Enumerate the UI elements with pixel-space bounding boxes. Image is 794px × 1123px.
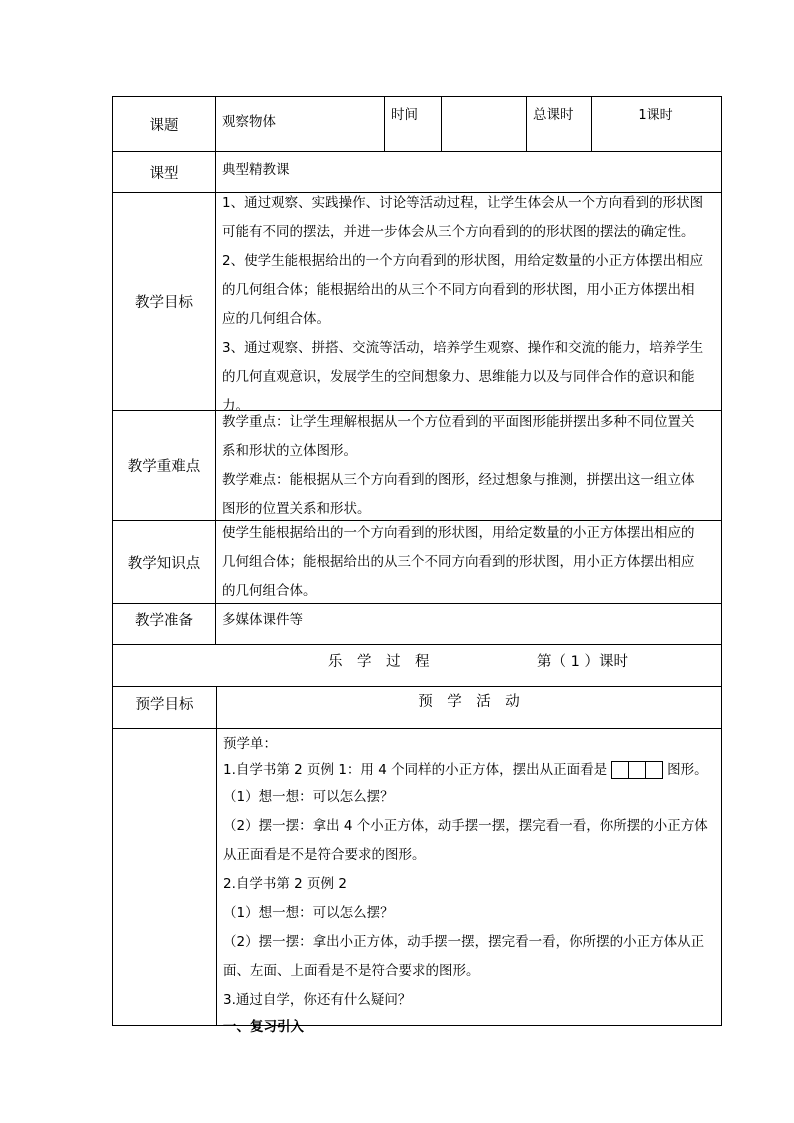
knowledge-row [113, 521, 721, 604]
goals-line: 2、使学生能根据给出的一个方向看到的形状图，用给定数量的小正方体摆出相应 [222, 253, 704, 269]
difficulty-line: 系和形状的立体图形。 [222, 443, 357, 459]
item1-question1: （1）想一想：可以怎么摆？ [223, 789, 394, 805]
goals-line: 1、通过观察、实践操作、讨论等活动过程，让学生体会从一个方向看到的形状图 [222, 195, 704, 211]
item1-text: 1.自学书第 2 页例 1：用 4 个同样的小正方体，摆出从正面看是 [223, 762, 608, 778]
item2-question2b: 面、左面、上面看是不是符合要求的图形。 [223, 963, 480, 979]
preview-content-row [113, 729, 721, 1035]
topic-label: 课题 [113, 97, 216, 151]
preview-header-row [113, 687, 721, 729]
total-value: 1课时 [638, 108, 673, 123]
goals-line: 的几何组合体；能根据给出的从三个不同方向看到的形状图，用小正方体摆出相 [222, 282, 695, 298]
goals-line: 的几何直观意识，发展学生的空间想象力、思维能力以及与同伴合作的意识和能 [222, 369, 695, 385]
difficulty-line: 教学重点：让学生理解根据从一个方位看到的平面图形能拼摆出多种不同位置关 [222, 414, 695, 430]
process-period: 第（ 1 ）课时 [537, 654, 628, 670]
goals-line: 力。 [222, 398, 249, 414]
preview-label: 预学目标 [113, 687, 217, 728]
preview-left-cell [113, 729, 217, 1025]
item1 [223, 757, 713, 783]
difficulty-line: 教学难点：能根据从三个方向看到的图形，经过想象与推测，拼摆出这一组立体 [222, 472, 695, 488]
section-heading: 一、复习引入 [223, 1019, 304, 1035]
difficulty-line: 图形的位置关系和形状。 [222, 501, 371, 517]
item1-suffix: 图形。 [667, 762, 708, 778]
process-header [113, 645, 721, 686]
knowledge-text [216, 519, 721, 603]
item2-question1: （1）想一想：可以怎么摆？ [223, 905, 394, 921]
goals-label: 教学目标 [113, 193, 216, 410]
goals-line: 可能有不同的摆法，并进一步体会从三个方向看到的的形状图的摆法的确定性。 [222, 224, 695, 240]
knowledge-label: 教学知识点 [113, 521, 216, 603]
type-row [113, 152, 721, 193]
goals-line: 应的几何组合体。 [222, 311, 330, 327]
total-label: 总课时 [527, 97, 592, 151]
lesson-plan-table [112, 96, 722, 1035]
goals-text [216, 189, 721, 414]
knowledge-line: 的几何组合体。 [222, 583, 317, 599]
preview-title: 预 学 活 动 [418, 694, 520, 710]
process-row [113, 645, 721, 687]
header-row [113, 97, 721, 152]
three-squares-figure [611, 761, 663, 779]
preview-heading: 预学单： [223, 736, 277, 752]
time-label: 时间 [385, 97, 442, 151]
type-label: 课型 [113, 152, 216, 192]
item1-question2a: （2）摆一摆：拿出 4 个小正方体，动手摆一摆，摆完看一看，你所摆的小正方体 [223, 818, 708, 834]
item1-question2b: 从正面看是不是符合要求的图形。 [223, 847, 426, 863]
item3: 3.通过自学，你还有什么疑问？ [223, 992, 412, 1008]
prep-label: 教学准备 [113, 604, 216, 644]
type-value: 典型精教课 [222, 162, 290, 178]
time-value [442, 97, 527, 151]
item2-question2a: （2）摆一摆：拿出小正方体，动手摆一摆，摆完看一看，你所摆的小正方体从正 [223, 934, 705, 950]
prep-row [113, 604, 721, 645]
topic-value: 观察物体 [216, 97, 385, 151]
goals-line: 3、通过观察、拼搭、交流等活动，培养学生观察、操作和交流的能力，培养学生 [222, 340, 704, 356]
knowledge-line: 使学生能根据给出的一个方向看到的形状图，用给定数量的小正方体摆出相应的 [222, 525, 695, 541]
item2: 2.自学书第 2 页例 2 [223, 876, 347, 892]
knowledge-line: 几何组合体；能根据给出的从三个不同方向看到的形状图，用小正方体摆出相应 [222, 554, 695, 570]
difficulty-label: 教学重难点 [113, 411, 216, 520]
preview-content [217, 729, 721, 1035]
goals-row [113, 193, 721, 414]
difficulty-row [113, 411, 721, 521]
prep-value: 多媒体课件等 [222, 612, 303, 628]
difficulty-text [216, 408, 721, 520]
process-title: 乐 学 过 程 [328, 654, 430, 670]
